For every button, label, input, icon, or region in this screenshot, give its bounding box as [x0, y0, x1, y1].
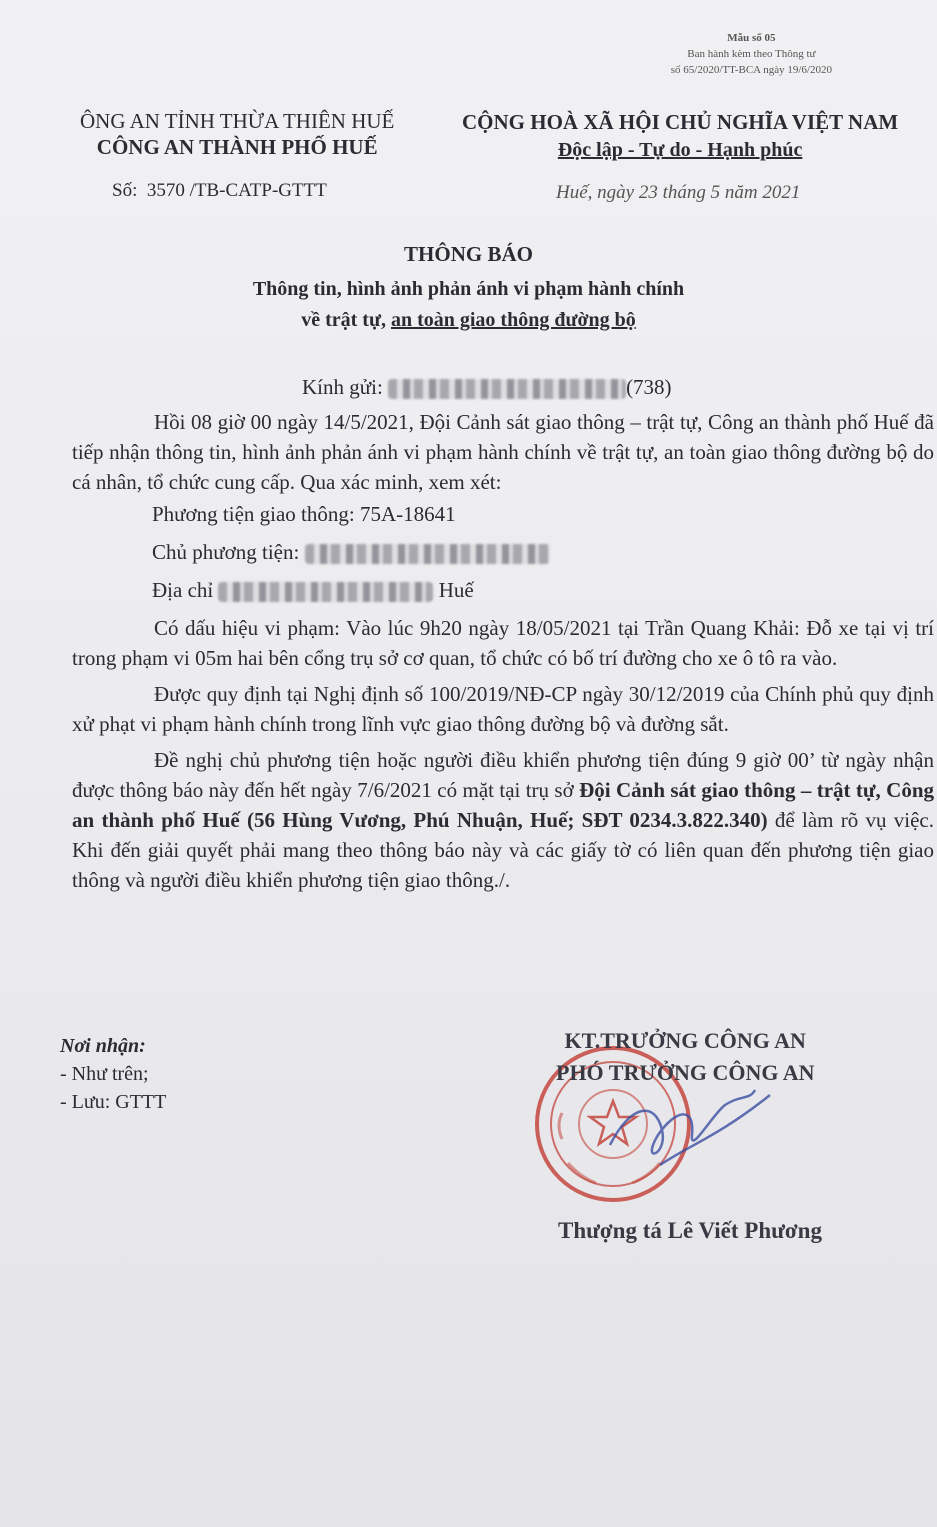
signer-title-block [556, 1025, 815, 1089]
paragraph-intro: Hồi 08 giờ 00 ngày 14/5/2021, Đội Cảnh sát giao thông – trật tự, Công an thành phố Huế đã tiếp nhận thông tin, hình ảnh phản ánh vi phạm hành chính về trật tự, an toàn giao thông đường bộ do cá nhân, tổ chức cung cấp. Qua xác minh, xem xét: [72, 410, 934, 494]
org-line-2: CÔNG AN THÀNH PHỐ HUẾ [96, 135, 378, 159]
request-part-1: Đề nghị chủ phương tiện hoặc người điều khiển phương tiện đúng 9 giờ 00’ từ ngày nhận được thông báo này đến hết ngày 7/6/2021 có mặt tại trụ sở [72, 748, 934, 802]
vehicle-line [152, 499, 934, 529]
owner-line [152, 537, 934, 567]
address-suffix: Huế [438, 578, 474, 602]
recipient-line [302, 372, 934, 402]
recipient-item-1: - Như trên; [60, 1063, 149, 1085]
document-number [112, 180, 327, 202]
vehicle-label: Phương tiện giao thông: [152, 502, 355, 526]
doc-number-label: Số: [112, 180, 138, 201]
document-body [72, 372, 934, 897]
paragraph-regulation: Được quy định tại Nghị định số 100/2019/NĐ-CP ngày 30/12/2019 của Chính phủ quy định xử phạt vi phạm hành chính trong lĩnh vực giao thông đường bộ và đường sắt. [72, 682, 934, 736]
address-label: Địa chỉ [152, 578, 214, 602]
motto: Độc lập - Tự do - Hạnh phúc [557, 139, 803, 161]
form-number: Mẫu số 05 [727, 32, 776, 44]
request-office-address: Đội Cảnh sát giao thông – trật tự, Công an thành phố Huế (56 Hùng Vương, Phú Nhuận, Huế; SĐT 0234.3.822.340) [72, 778, 935, 832]
subtitle-line-1: Thông tin, hình ảnh phản ánh vi phạm hành chính [252, 278, 685, 300]
owner-label: Chủ phương tiện: [152, 540, 300, 564]
subtitle-line-2 [0, 305, 937, 336]
address-line [152, 575, 934, 605]
signer-line-1: KT.TRƯỞNG CÔNG AN [564, 1028, 806, 1053]
vehicle-plate: 75A-18641 [359, 502, 456, 526]
org-line-1: ÔNG AN TỈNH THỪA THIÊN HUẾ [80, 109, 395, 133]
signer-name: Thượng tá Lê Viết Phương [558, 1218, 822, 1243]
national-motto [462, 108, 898, 164]
request-part-3: để làm rõ vụ việc. Khi đến giải quyết phải mang theo thông báo này và các giấy tờ có liên quan đến phương tiện giao thông và người điều khiển phương tiện giao thông./. [72, 808, 934, 892]
subtitle-line-2a: về trật tự, [301, 309, 391, 331]
document-subtitle [0, 274, 937, 336]
redacted-owner [305, 544, 550, 564]
paragraph-violation: Có dấu hiệu vi phạm: Vào lúc 9h20 ngày 18/05/2021 tại Trần Quang Khải: Đỗ xe tại vị trí trong phạm vi 05m hai bên cổng trụ sở cơ quan, tổ chức có bố trí đường cho xe ô tô ra vào. [72, 616, 934, 670]
subtitle-line-2b: an toàn giao thông đường bộ [390, 309, 636, 331]
redacted-recipient [388, 379, 626, 399]
redacted-address [218, 582, 433, 602]
recipient-suffix: (738) [626, 375, 672, 399]
signature-icon [600, 1075, 780, 1185]
recipient-item-2: - Lưu: GTTT [60, 1091, 167, 1113]
form-issued-with: Ban hành kèm theo Thông tư [687, 48, 816, 60]
issuing-organization [80, 108, 394, 160]
recipients-block [60, 1032, 166, 1116]
nation-name: CỘNG HOÀ XÃ HỘI CHỦ NGHĨA VIỆT NAM [462, 110, 899, 134]
paragraph-request [72, 745, 934, 895]
recipients-heading: Nơi nhận: [60, 1035, 146, 1057]
document-title: THÔNG BÁO [404, 242, 533, 266]
form-circular: số 65/2020/TT-BCA ngày 19/6/2020 [670, 64, 832, 76]
form-identifier [671, 30, 832, 78]
document-date: Huế, ngày 23 tháng 5 năm 2021 [556, 182, 801, 203]
recipient-label: Kính gửi: [302, 375, 383, 399]
signer-line-2: PHÓ TRƯỞNG CÔNG AN [556, 1060, 815, 1085]
doc-number-value: 3570 /TB-CATP-GTTT [146, 180, 327, 201]
